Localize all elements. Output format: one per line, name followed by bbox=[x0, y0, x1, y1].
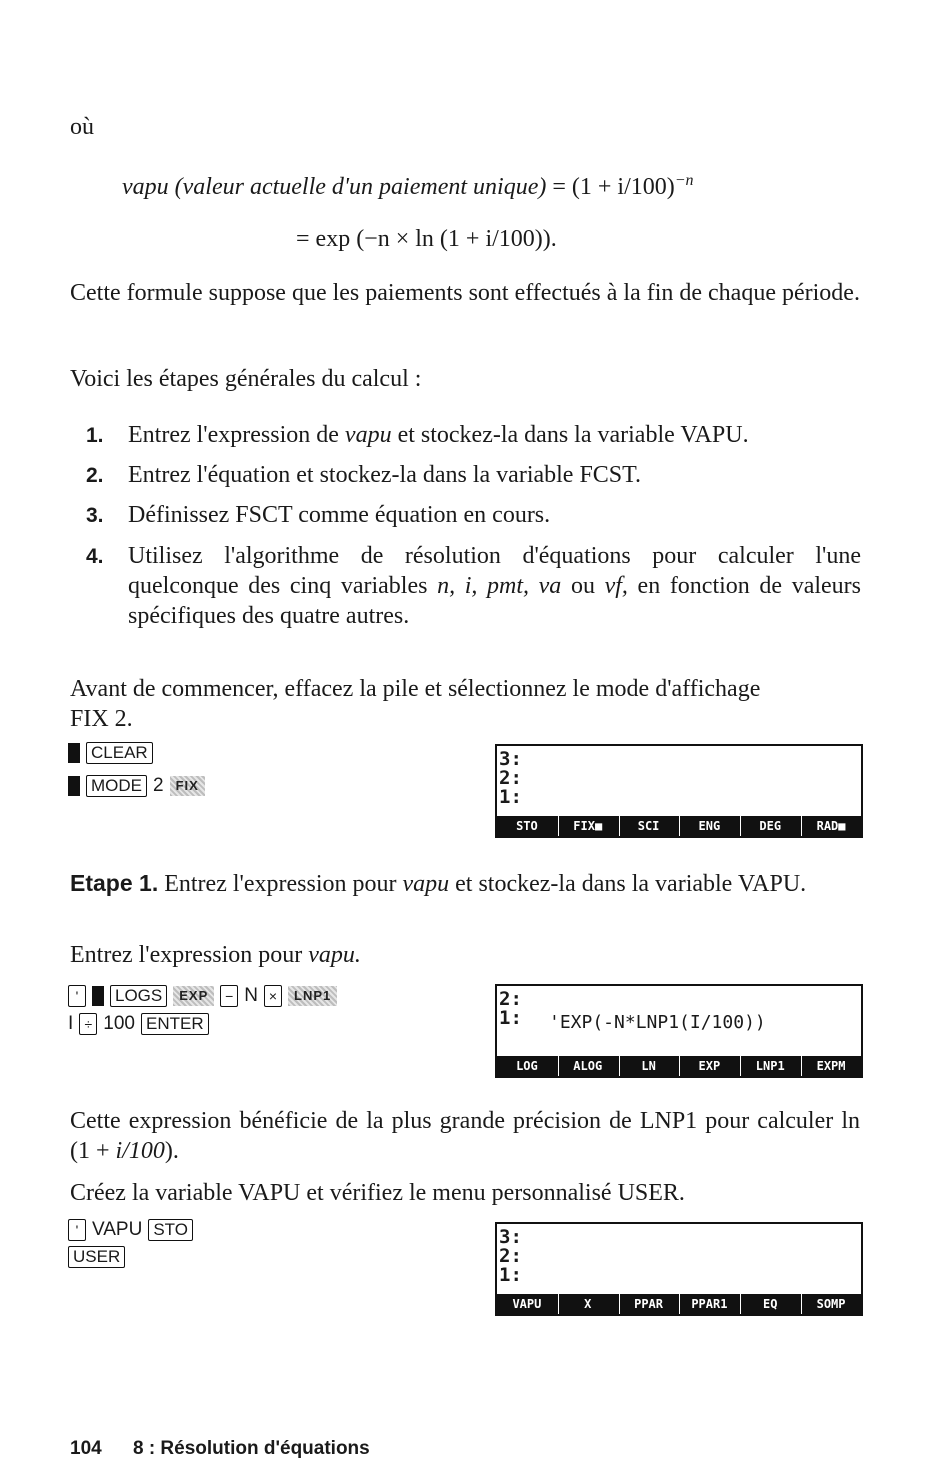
divide-key[interactable]: ÷ bbox=[79, 1013, 97, 1035]
paragraph-text: Entrez l'expression pour bbox=[70, 942, 309, 968]
paragraph-steps-intro: Voici les étapes générales du calcul : bbox=[70, 366, 422, 392]
stack-level: 3: bbox=[499, 1226, 522, 1248]
paragraph-precision bbox=[70, 1106, 860, 1166]
mode-key[interactable]: MODE bbox=[86, 775, 147, 797]
step-heading: Etape 1. bbox=[70, 870, 159, 896]
stack-level: 2: bbox=[499, 767, 522, 789]
paragraph-create-variable: Créez la variable VAPU et vérifiez le menu personnalisé USER. bbox=[70, 1180, 685, 1206]
exp-menu-key[interactable]: EXP bbox=[173, 986, 214, 1006]
formula-rhs: = (1 + i/100) bbox=[552, 174, 675, 200]
softkey[interactable]: STO bbox=[498, 816, 556, 836]
keystroke-line bbox=[68, 742, 153, 764]
paragraph-variable: i/100 bbox=[115, 1138, 165, 1164]
keystroke-line bbox=[68, 982, 337, 1010]
keystroke-letter: N bbox=[244, 985, 258, 1006]
softkey[interactable]: PPAR1 bbox=[679, 1294, 738, 1314]
logs-key[interactable]: LOGS bbox=[110, 985, 167, 1007]
softkey[interactable]: VAPU bbox=[498, 1294, 556, 1314]
softkey-menu bbox=[497, 816, 861, 836]
step-heading-text: Entrez l'expression pour bbox=[158, 871, 403, 897]
stack-level: 1: bbox=[499, 786, 522, 808]
user-key[interactable]: USER bbox=[68, 1246, 125, 1268]
stack-level: 3: bbox=[499, 748, 522, 770]
step-text bbox=[128, 420, 863, 450]
step-variable: vapu bbox=[344, 422, 392, 448]
keystroke-line bbox=[68, 1010, 209, 1038]
softkey[interactable]: SOMP bbox=[801, 1294, 860, 1314]
quote-key[interactable]: ' bbox=[68, 985, 86, 1007]
paragraph-before-start: Avant de commencer, effacez la pile et sélectionnez le mode d'affichage FIX 2. bbox=[70, 676, 761, 732]
keystroke-number: 100 bbox=[103, 1013, 135, 1034]
softkey[interactable]: DEG bbox=[740, 816, 799, 836]
softkey-menu bbox=[497, 1294, 861, 1314]
left-shift-key[interactable] bbox=[92, 986, 104, 1006]
page-number: 104 bbox=[70, 1438, 102, 1459]
stack-level: 1: bbox=[499, 1007, 522, 1029]
softkey[interactable]: RAD■ bbox=[801, 816, 860, 836]
stack-level: 1: bbox=[499, 1264, 522, 1286]
softkey[interactable]: LN bbox=[619, 1056, 678, 1076]
paragraph-variable: vapu. bbox=[308, 942, 361, 968]
stack-level: 2: bbox=[499, 988, 522, 1010]
softkey[interactable]: SCI bbox=[619, 816, 678, 836]
softkey[interactable]: ENG bbox=[679, 816, 738, 836]
step-text-part: en fonction de valeurs spécifiques des quatre autres. bbox=[128, 573, 862, 629]
lnp1-menu-key[interactable]: LNP1 bbox=[288, 986, 337, 1006]
softkey[interactable]: X bbox=[558, 1294, 617, 1314]
softkey[interactable]: EXP bbox=[679, 1056, 738, 1076]
softkey[interactable]: EQ bbox=[740, 1294, 799, 1314]
keystroke-number: 2 bbox=[153, 775, 164, 796]
left-shift-key[interactable] bbox=[68, 743, 80, 763]
multiply-key[interactable]: × bbox=[264, 985, 282, 1007]
step-number: 2. bbox=[86, 464, 104, 487]
step-number: 1. bbox=[86, 424, 104, 447]
chapter-title: 8 : Résolution d'équations bbox=[132, 1438, 370, 1459]
calculator-display bbox=[495, 744, 863, 838]
paragraph-text: Cette expression bénéficie de la plus grande précision de LNP1 pour calculer ln (1 + bbox=[70, 1108, 860, 1164]
quote-key[interactable]: ' bbox=[68, 1219, 86, 1241]
step-number: 3. bbox=[86, 504, 104, 527]
calculator-display bbox=[495, 984, 863, 1078]
sto-key[interactable]: STO bbox=[148, 1219, 193, 1241]
keystroke-line bbox=[68, 1216, 193, 1244]
step-number: 4. bbox=[86, 545, 104, 568]
minus-key[interactable]: − bbox=[220, 985, 238, 1007]
step-text-part: Utilisez l'algorithme de résolution d'équations pour calculer l'une quelconque des cinq variables bbox=[128, 543, 861, 599]
clear-key[interactable]: CLEAR bbox=[86, 742, 153, 764]
step-variable: n, i, pmt, va bbox=[437, 573, 562, 599]
step-text: Entrez l'équation et stockez-la dans la variable FCST. bbox=[128, 462, 642, 488]
step-text-part: Entrez l'expression de bbox=[128, 422, 345, 448]
stack-expression: 'EXP(-N*LNP1(I/100)) bbox=[549, 1012, 766, 1033]
step-variable: vf, bbox=[604, 573, 628, 599]
softkey[interactable]: EXPM bbox=[801, 1056, 860, 1076]
enter-key[interactable]: ENTER bbox=[141, 1013, 209, 1035]
fix-menu-key[interactable]: FIX bbox=[170, 776, 205, 796]
step-text-part: ou bbox=[561, 573, 605, 599]
paragraph-text: ). bbox=[164, 1138, 179, 1164]
page-footer bbox=[70, 1434, 370, 1464]
step-text: Définissez FSCT comme équation en cours. bbox=[128, 502, 551, 528]
softkey[interactable]: LNP1 bbox=[740, 1056, 799, 1076]
formula-lhs: vapu (valeur actuelle d'un paiement unique) bbox=[122, 174, 547, 200]
keystroke-line bbox=[68, 1246, 125, 1268]
step-heading-text: et stockez-la dans la variable VAPU. bbox=[449, 871, 807, 897]
softkey[interactable]: ALOG bbox=[558, 1056, 617, 1076]
step-variable: vapu bbox=[402, 871, 450, 897]
softkey[interactable]: LOG bbox=[498, 1056, 556, 1076]
keystroke-line bbox=[68, 772, 205, 800]
step-heading-paragraph bbox=[70, 868, 860, 899]
formula-exponent: −n bbox=[674, 172, 694, 189]
keystroke-letter: I bbox=[68, 1013, 74, 1034]
intro-word: où bbox=[70, 114, 94, 140]
softkey-menu bbox=[497, 1056, 861, 1076]
step-text bbox=[128, 541, 861, 631]
keystroke-name: VAPU bbox=[92, 1219, 143, 1240]
paragraph-assumption: Cette formule suppose que les paiements sont effectués à la fin de chaque période. bbox=[70, 280, 860, 306]
stack-level: 2: bbox=[499, 1245, 522, 1267]
left-shift-key[interactable] bbox=[68, 776, 80, 796]
step-text-part: et stockez-la dans la variable VAPU. bbox=[391, 422, 749, 448]
formula-line-1 bbox=[122, 166, 694, 202]
formula-line-2: = exp (−n × ln (1 + i/100)). bbox=[296, 226, 557, 252]
softkey[interactable]: PPAR bbox=[619, 1294, 678, 1314]
softkey[interactable]: FIX■ bbox=[558, 816, 617, 836]
paragraph-enter-expression bbox=[70, 940, 361, 970]
calculator-display bbox=[495, 1222, 863, 1316]
